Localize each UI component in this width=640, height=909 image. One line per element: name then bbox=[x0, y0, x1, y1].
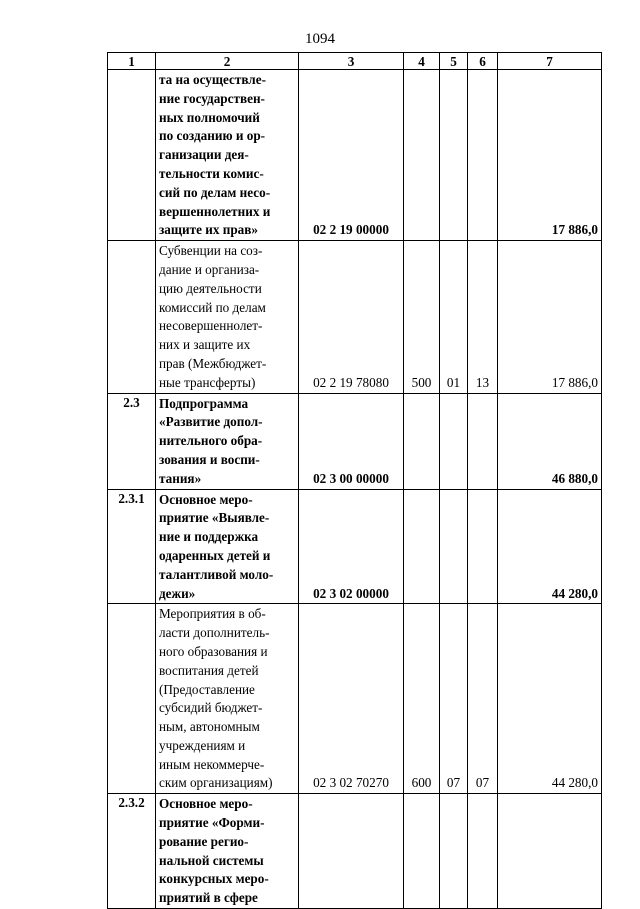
column-header-6: 6 bbox=[468, 53, 498, 70]
description-line: воспитания детей bbox=[159, 662, 259, 678]
description-line: приятие «Выявле- bbox=[159, 510, 270, 526]
subsection-code bbox=[468, 70, 498, 241]
description-line: дежи» bbox=[159, 585, 196, 601]
item-description bbox=[156, 489, 299, 604]
description-line: Основное меро- bbox=[159, 796, 253, 812]
target-article-code: 02 3 02 70270 bbox=[299, 604, 404, 794]
description-line: тания» bbox=[159, 470, 202, 486]
target-article-code: 02 3 02 00000 bbox=[299, 489, 404, 604]
description-line: (Предоставление bbox=[159, 681, 255, 697]
item-number: 2.3 bbox=[108, 393, 156, 489]
description-line: конкурсных меро- bbox=[159, 871, 269, 887]
description-line: Субвенции на соз- bbox=[159, 243, 263, 259]
section-code bbox=[440, 393, 468, 489]
expense-type-code bbox=[404, 489, 440, 604]
description-line: ским организациям) bbox=[159, 775, 273, 791]
amount: 46 880,0 bbox=[498, 393, 602, 489]
description-line: одаренных детей и bbox=[159, 547, 271, 563]
description-line: ганизации дея- bbox=[159, 147, 249, 163]
description-line: Подпрограмма bbox=[159, 395, 249, 411]
description-line: дание и организа- bbox=[159, 261, 260, 277]
expense-type-code bbox=[404, 393, 440, 489]
description-line: зования и воспи- bbox=[159, 451, 260, 467]
description-line: Мероприятия в об- bbox=[159, 606, 266, 622]
expense-type-code: 500 bbox=[404, 241, 440, 393]
description-line: вершеннолетних и bbox=[159, 203, 271, 219]
target-article-code bbox=[299, 794, 404, 909]
expense-type-code bbox=[404, 794, 440, 909]
description-line: прав (Межбюджет- bbox=[159, 355, 267, 371]
column-header-3: 3 bbox=[299, 53, 404, 70]
description-line: ного образования и bbox=[159, 643, 268, 659]
expense-type-code bbox=[404, 70, 440, 241]
header-row bbox=[108, 53, 602, 70]
description-line: приятие «Форми- bbox=[159, 815, 265, 831]
page-number: 1094 bbox=[305, 31, 335, 47]
description-line: ние и поддержка bbox=[159, 529, 259, 545]
table-row bbox=[108, 393, 602, 489]
expense-type-code: 600 bbox=[404, 604, 440, 794]
item-description bbox=[156, 794, 299, 909]
item-description bbox=[156, 393, 299, 489]
subsection-code bbox=[468, 794, 498, 909]
table-row bbox=[108, 604, 602, 794]
description-line: Основное меро- bbox=[159, 491, 253, 507]
item-number bbox=[108, 70, 156, 241]
description-line: цию деятельности bbox=[159, 280, 262, 296]
amount: 17 886,0 bbox=[498, 70, 602, 241]
section-code: 01 bbox=[440, 241, 468, 393]
amount bbox=[498, 794, 602, 909]
item-description bbox=[156, 604, 299, 794]
table-row bbox=[108, 489, 602, 604]
section-code bbox=[440, 794, 468, 909]
description-line: ласти дополнитель- bbox=[159, 625, 270, 641]
description-line: несовершеннолет- bbox=[159, 318, 263, 334]
description-line: та на осуществле- bbox=[159, 72, 266, 87]
item-number: 2.3.2 bbox=[108, 794, 156, 909]
item-description bbox=[156, 70, 299, 241]
description-line: приятий в сфере bbox=[159, 890, 258, 906]
description-line: тельности комис- bbox=[159, 165, 264, 181]
target-article-code: 02 3 00 00000 bbox=[299, 393, 404, 489]
description-line: «Развитие допол- bbox=[159, 414, 263, 430]
description-line: нальной системы bbox=[159, 852, 264, 868]
amount: 44 280,0 bbox=[498, 489, 602, 604]
item-number bbox=[108, 241, 156, 393]
subsection-code: 13 bbox=[468, 241, 498, 393]
budget-table bbox=[107, 52, 602, 909]
description-line: ным, автономным bbox=[159, 719, 260, 735]
description-line: защите их прав» bbox=[159, 222, 258, 238]
description-line: талантливой моло- bbox=[159, 566, 274, 582]
subsection-code: 07 bbox=[468, 604, 498, 794]
subsection-code bbox=[468, 393, 498, 489]
description-line: по созданию и ор- bbox=[159, 128, 266, 144]
table-row bbox=[108, 70, 602, 241]
description-line: сий по делам несо- bbox=[159, 184, 271, 200]
table-row bbox=[108, 794, 602, 909]
column-header-7: 7 bbox=[498, 53, 602, 70]
amount: 44 280,0 bbox=[498, 604, 602, 794]
description-line: ных полномочий bbox=[159, 109, 260, 125]
amount: 17 886,0 bbox=[498, 241, 602, 393]
description-line: иным некоммерче- bbox=[159, 756, 265, 772]
column-header-4: 4 bbox=[404, 53, 440, 70]
description-line: ные трансферты) bbox=[159, 374, 256, 390]
table-row bbox=[108, 241, 602, 393]
target-article-code: 02 2 19 78080 bbox=[299, 241, 404, 393]
description-line: субсидий бюджет- bbox=[159, 700, 263, 716]
section-code bbox=[440, 70, 468, 241]
item-description bbox=[156, 241, 299, 393]
item-number bbox=[108, 604, 156, 794]
description-line: ние государствен- bbox=[159, 90, 265, 106]
subsection-code bbox=[468, 489, 498, 604]
section-code bbox=[440, 489, 468, 604]
description-line: комиссий по делам bbox=[159, 299, 266, 315]
description-line: нительного обра- bbox=[159, 433, 263, 449]
target-article-code: 02 2 19 00000 bbox=[299, 70, 404, 241]
description-line: рование регио- bbox=[159, 833, 249, 849]
column-header-5: 5 bbox=[440, 53, 468, 70]
column-header-1: 1 bbox=[108, 53, 156, 70]
description-line: учреждениям и bbox=[159, 737, 246, 753]
description-line: них и защите их bbox=[159, 337, 251, 353]
column-header-2: 2 bbox=[156, 53, 299, 70]
section-code: 07 bbox=[440, 604, 468, 794]
item-number: 2.3.1 bbox=[108, 489, 156, 604]
